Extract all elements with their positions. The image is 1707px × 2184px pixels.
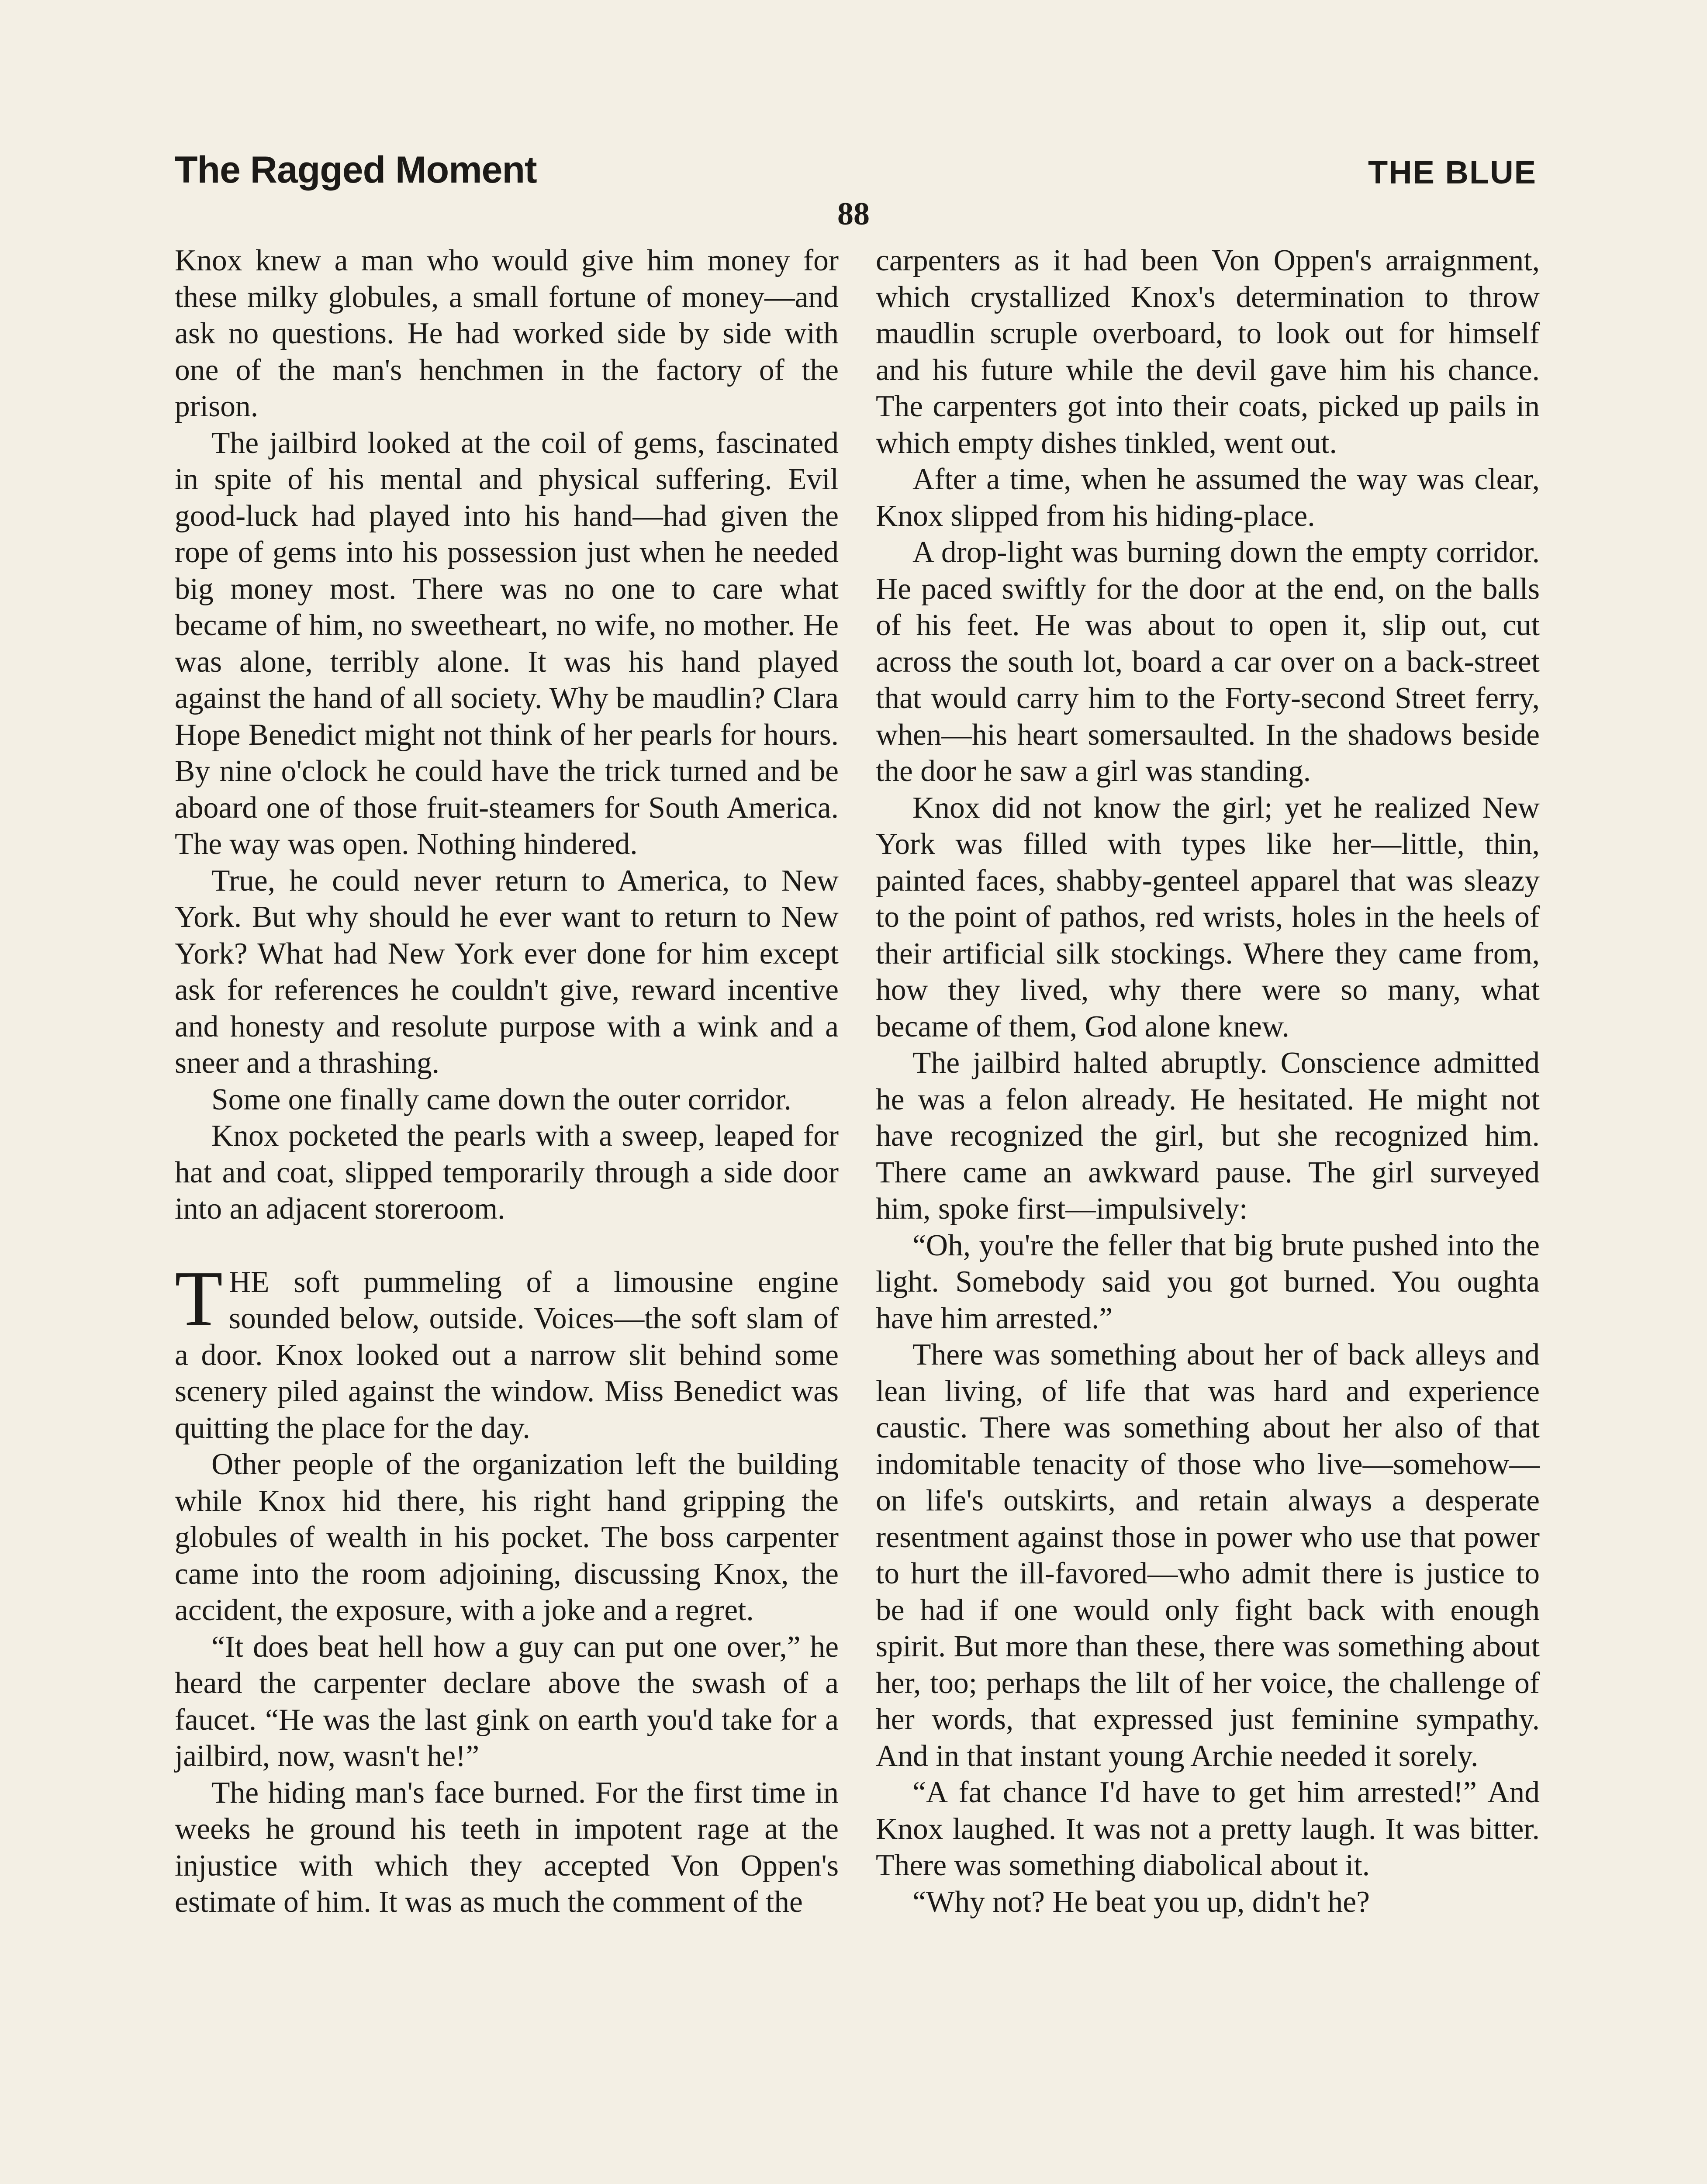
- paragraph: A drop-light was burning down the empty corridor. He paced swiftly for the door at the end, on the balls of his feet. He was about to open it, slip out, cut across the south lot, board a car over on a back-street that would carry him to the Forty-second Street ferry, when—his heart somersaulted. In the shadows beside the door he saw a girl was standing.: [876, 536, 1540, 788]
- paragraph: After a time, when he assumed the way was clear, Knox slipped from his hiding-place.: [876, 463, 1540, 533]
- section-opening-paragraph: [175, 1254, 839, 1447]
- running-head-magazine: THE BLUE: [1368, 154, 1537, 190]
- paragraph: The hiding man's face burned. For the first time in weeks he ground his teeth in impotent rage at the injustice with which they accepted Von Oppen's estimate of him. It was as much the comment of the: [175, 1776, 839, 1919]
- right-column: [876, 242, 1540, 1920]
- paragraph: Other people of the organization left the building while Knox hid there, his right hand gripping the globules of wealth in his pocket. The boss carpenter came into the room adjoining, discussing Knox, the accident, the exposure, with a joke and a regret.: [175, 1448, 839, 1627]
- paragraph: “It does beat hell how a guy can put one over,” he heard the carpenter declare above the swash of a faucet. “He was the last gink on earth you'd take for a jailbird, now, wasn't he!”: [175, 1630, 839, 1773]
- paragraph-text: HE soft pummeling of a limousine engine sounded below, outside. Voices—the soft slam of a door. Knox looked out a narrow slit behind some scenery piled against the window. Miss Benedict was quitting the place for the day.: [175, 1265, 839, 1445]
- paragraph: There was something about her of back alleys and lean living, of life that was hard and experience caustic. There was something about her also of that indomitable tenacity of those who live—somehow—on life's outskirts, and retain always a desperate resentment against those in power who use that power to hurt the ill-favored—who admit there is justice to be had if one would only fight back with enough spirit. But more than these, there was something about her, too; perhaps the lilt of her voice, the challenge of her words, that expressed just feminine sympathy. And in that instant young Archie needed it sorely.: [876, 1338, 1540, 1773]
- paragraph: The jailbird halted abruptly. Conscience admitted he was a felon already. He hesitated. He might not have recognized the girl, but she recognized him. There came an awkward pause. The girl surveyed him, spoke first—impulsively:: [876, 1046, 1540, 1226]
- paragraph: True, he could never return to America, to New York. But why should he ever want to return to New York? What had New York ever done for him except ask for references he couldn't give, reward incentive and honesty and resolute purpose with a wink and a sneer and a thrashing.: [175, 864, 839, 1080]
- page-number: 88: [837, 196, 870, 232]
- section-break: [175, 1227, 839, 1264]
- paragraph: The jailbird looked at the coil of gems, fascinated in spite of his mental and physical suffering. Evil good-luck had played into his hand—had given the rope of gems into his possession just when he needed big money most. There was no one to care what became of him, no sweetheart, no wife, no mother. He was alone, terribly alone. It was his hand played against the hand of all society. Why be maudlin? Clara Hope Benedict might not think of her pearls for hours. By nine o'clock he could have the trick turned and be aboard one of those fruit-steamers for South America. The way was open. Nothing hindered.: [175, 426, 839, 861]
- paragraph: “Why not? He beat you up, didn't he?: [912, 1885, 1370, 1919]
- paragraph: Knox pocketed the pearls with a sweep, leaped for hat and coat, slipped temporarily through a side door into an adjacent storeroom.: [175, 1119, 839, 1226]
- paragraph: “Oh, you're the feller that big brute pushed into the light. Somebody said you got burned. You oughta have him arrested.”: [876, 1228, 1540, 1335]
- paragraph: “A fat chance I'd have to get him arrested!” And Knox laughed. It was not a pretty laugh. It was bitter. There was something diabolical about it.: [876, 1776, 1540, 1882]
- left-column: [175, 242, 839, 1921]
- drop-cap: T: [175, 1254, 223, 1342]
- paragraph: Knox did not know the girl; yet he realized New York was filled with types like her—little, thin, painted faces, shabby-genteel apparel that was sleazy to the point of pathos, red wrists, holes in the heels of their artificial silk stockings. Where they came from, how they lived, why there were so many, what became of them, God alone knew.: [876, 791, 1540, 1044]
- paragraph: Knox knew a man who would give him money for these milky globules, a small fortune of money—and ask no questions. He had worked side by side with one of the man's henchmen in the factory of the prison.: [175, 244, 839, 423]
- paragraph: carpenters as it had been Von Oppen's arraignment, which crystallized Knox's determination to throw maudlin scruple overboard, to look out for himself and his future while the devil gave him his chance. The carpenters got into their coats, picked up pails in which empty dishes tinkled, went out.: [876, 244, 1540, 460]
- running-head-title: The Ragged Moment: [175, 149, 537, 191]
- paragraph: Some one finally came down the outer corridor.: [211, 1082, 791, 1116]
